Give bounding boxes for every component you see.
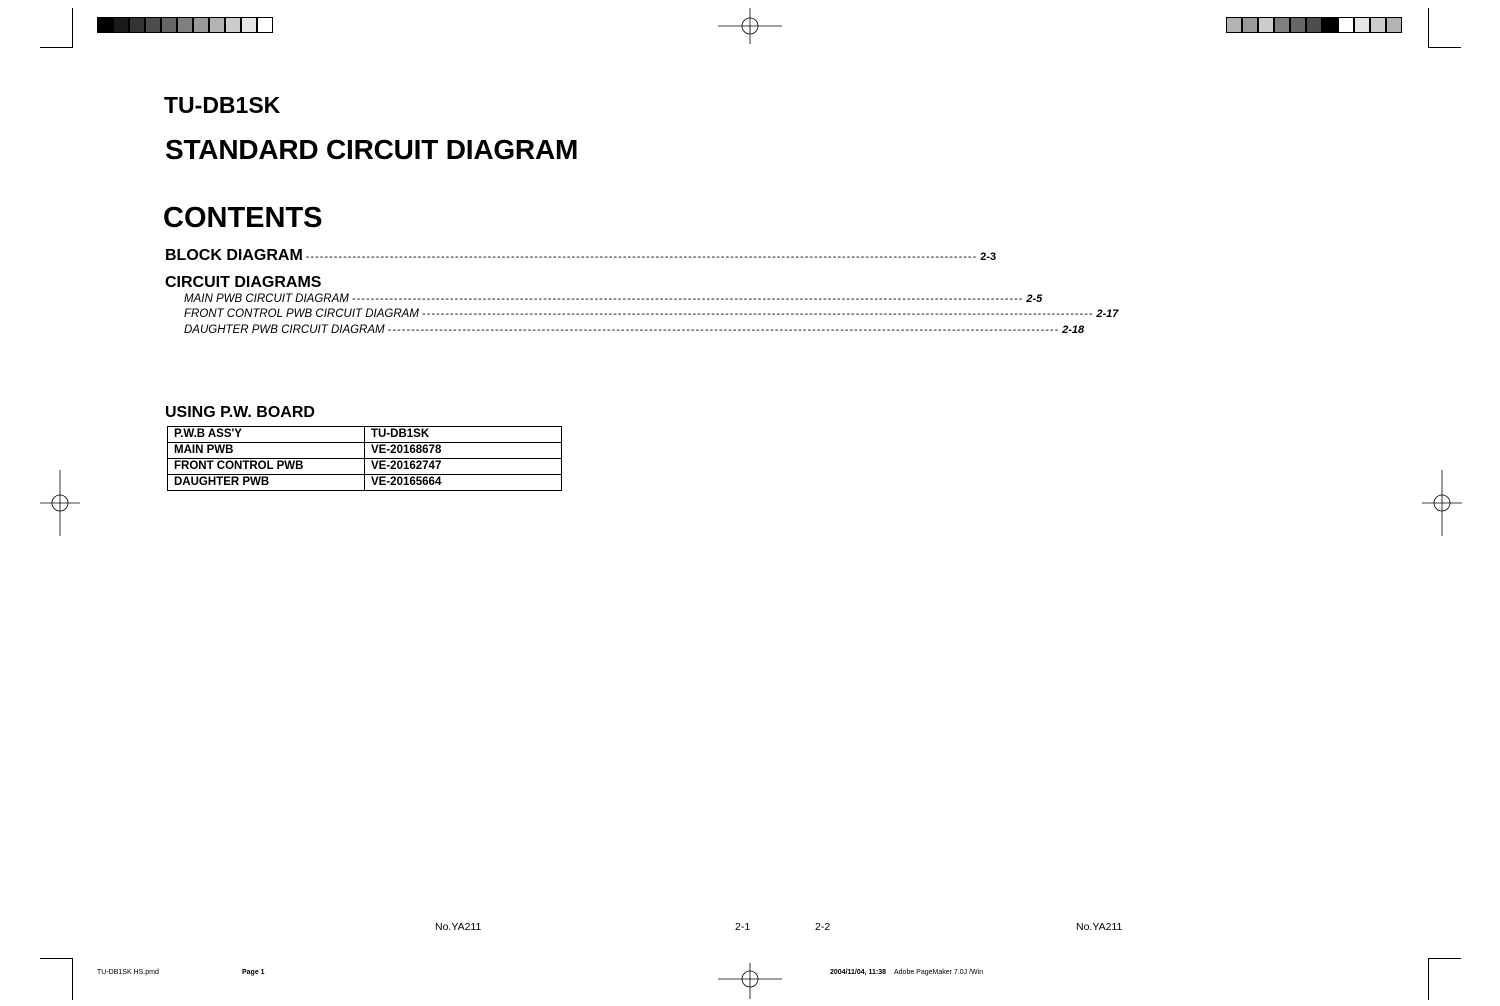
footer-page-left: 2-1 (735, 921, 751, 933)
toc-page: 2-18 (1062, 324, 1085, 336)
footer-doc-number-left: No.YA211 (435, 921, 482, 933)
contents-heading: CONTENTS (163, 202, 323, 234)
pw-board-heading: USING P.W. BOARD (165, 404, 315, 421)
toc-item-front-control-pwb[interactable] (184, 308, 1119, 320)
toc-label: DAUGHTER PWB CIRCUIT DIAGRAM (184, 324, 385, 336)
toc-label: BLOCK DIAGRAM (165, 247, 303, 264)
footer-doc-number-right: No.YA211 (1076, 921, 1123, 933)
circuit-diagrams-heading: CIRCUIT DIAGRAMS (165, 274, 322, 291)
toc-leader: ------------------------------------------------------------------------------------------------------------------------------------------------ (421, 308, 1094, 320)
model-number: TU-DB1SK (164, 92, 281, 118)
toc-page: 2-3 (980, 251, 997, 263)
footer-page-right: 2-2 (815, 921, 831, 933)
table-cell-part-number: VE-20162747 (365, 459, 562, 475)
slug-file-name: TU-DB1SK HS.pmd (97, 969, 159, 976)
table-cell-board: MAIN PWB (168, 443, 365, 459)
toc-item-daughter-pwb[interactable] (184, 324, 1085, 336)
toc-leader: ------------------------------------------------------------------------------------------------------------------------------------------------ (305, 251, 978, 263)
table-cell-board: FRONT CONTROL PWB (168, 459, 365, 475)
table-cell-part-number: VE-20168678 (365, 443, 562, 459)
pw-board-table (167, 426, 562, 491)
table-cell-board: DAUGHTER PWB (168, 475, 365, 491)
toc-block-diagram[interactable] (165, 247, 997, 265)
registration-mark-right (1422, 470, 1462, 536)
registration-mark-bottom (718, 963, 782, 999)
table-header-row (168, 427, 562, 443)
registration-mark-left (40, 470, 80, 536)
registration-mark-top (718, 8, 782, 44)
slug-application: Adobe PageMaker 7.0J /Win (894, 969, 984, 976)
table-row (168, 459, 562, 475)
toc-item-main-pwb[interactable] (184, 293, 1043, 305)
table-row (168, 443, 562, 459)
slug-page: Page 1 (242, 969, 265, 976)
table-cell-part-number: VE-20165664 (365, 475, 562, 491)
toc-leader: ------------------------------------------------------------------------------------------------------------------------------------------------ (387, 324, 1060, 336)
toc-label: MAIN PWB CIRCUIT DIAGRAM (184, 293, 349, 305)
slug-date: 2004/11/04, 11:38 (830, 969, 887, 976)
table-header-cell: P.W.B ASS'Y (168, 427, 365, 443)
table-row (168, 475, 562, 491)
toc-page: 2-17 (1096, 308, 1119, 320)
toc-label: FRONT CONTROL PWB CIRCUIT DIAGRAM (184, 308, 419, 320)
toc-page: 2-5 (1026, 293, 1043, 305)
toc-leader: ------------------------------------------------------------------------------------------------------------------------------------------------ (351, 293, 1024, 305)
table-header-cell: TU-DB1SK (365, 427, 562, 443)
document-title: STANDARD CIRCUIT DIAGRAM (165, 134, 579, 165)
